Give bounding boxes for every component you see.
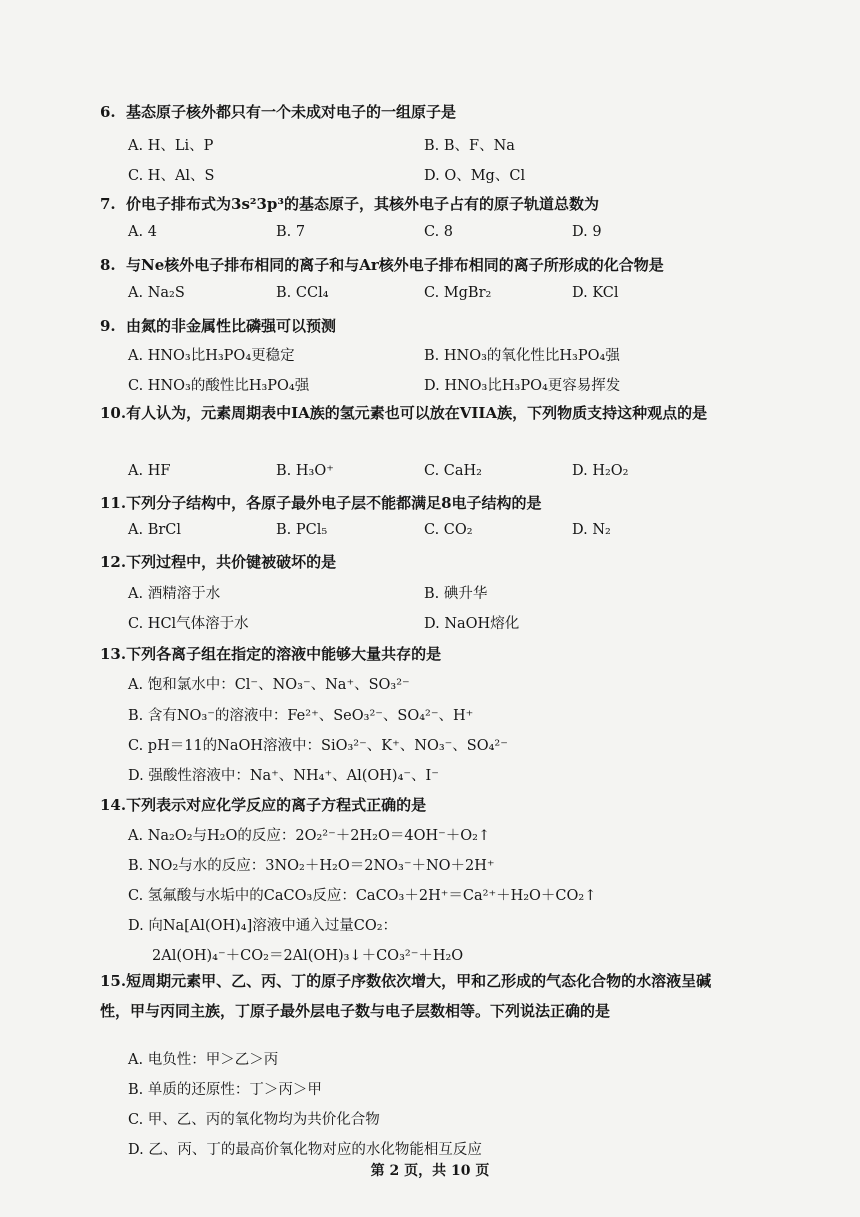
option-c: C. H、Al、S <box>128 168 215 184</box>
option-a: A. Na₂O₂与H₂O的反应：2O₂²⁻＋2H₂O＝4OH⁻＋O₂↑ <box>128 828 491 844</box>
question-8 <box>100 254 740 275</box>
option-a: A. Na₂S <box>128 285 185 301</box>
question-stem: 有人认为，元素周期表中IA族的氢元素也可以放在VIIA族，下列物质支持这种观点的是 <box>126 404 708 422</box>
option-b: B. 7 <box>276 224 306 240</box>
option-b: B. CCl₄ <box>276 285 329 301</box>
question-stem: 基态原子核外都只有一个未成对电子的一组原子是 <box>126 103 457 121</box>
option-b: B. NO₂与水的反应：3NO₂＋H₂O＝2NO₃⁻＋NO＋2H⁺ <box>128 858 495 874</box>
option-c: C. CaH₂ <box>424 463 482 479</box>
question-stem: 下列各离子组在指定的溶液中能够大量共存的是 <box>126 645 442 663</box>
option-b: B. HNO₃的氧化性比H₃PO₄强 <box>424 348 620 364</box>
question-number: 10. <box>100 404 127 422</box>
question-number: 14. <box>100 796 127 814</box>
question-11 <box>100 492 740 513</box>
option-d: D. 9 <box>572 224 602 240</box>
question-stem: 价电子排布式为3s²3p³的基态原子，其核外电子占有的原子轨道总数为 <box>126 195 599 213</box>
option-a: A. 饱和氯水中：Cl⁻、NO₃⁻、Na⁺、SO₃²⁻ <box>128 677 410 693</box>
question-6 <box>100 101 740 122</box>
option-d: D. KCl <box>572 285 619 301</box>
question-number: 13. <box>100 645 127 663</box>
option-c: C. 甲、乙、丙的氧化物均为共价化合物 <box>128 1112 380 1128</box>
option-a: A. 酒精溶于水 <box>128 586 221 602</box>
question-stem: 下列过程中，共价键被破坏的是 <box>126 553 337 571</box>
question-number: 7. <box>100 195 116 213</box>
option-c: C. MgBr₂ <box>424 285 492 301</box>
option-b: B. 碘升华 <box>424 586 488 602</box>
question-14 <box>100 794 740 815</box>
option-d-equation: 2Al(OH)₄⁻＋CO₂＝2Al(OH)₃↓＋CO₃²⁻＋H₂O <box>152 948 464 964</box>
question-number: 6. <box>100 103 116 121</box>
question-number: 15. <box>100 972 127 990</box>
question-number: 8. <box>100 256 116 274</box>
question-stem: 短周期元素甲、乙、丙、丁的原子序数依次增大，甲和乙形成的气态化合物的水溶液呈碱性，甲与丙同主族，丁原子最外层电子数与电子层数相等。下列说法正确的是 <box>100 972 712 1020</box>
option-d: D. N₂ <box>572 522 611 538</box>
question-7 <box>100 193 740 214</box>
option-a: A. 4 <box>128 224 157 240</box>
question-stem: 与Ne核外电子排布相同的离子和与Ar核外电子排布相同的离子所形成的化合物是 <box>126 256 664 274</box>
page-footer: 第 2 页，共 10 页 <box>370 1163 490 1179</box>
question-15 <box>100 966 740 1026</box>
option-d: D. 向Na[Al(OH)₄]溶液中通入过量CO₂： <box>128 918 398 934</box>
question-9 <box>100 315 740 336</box>
option-d: D. 乙、丙、丁的最高价氧化物对应的水化物能相互反应 <box>128 1142 482 1158</box>
question-number: 11. <box>100 494 127 512</box>
option-a: A. H、Li、P <box>128 138 214 154</box>
option-b: B. H₃O⁺ <box>276 463 334 479</box>
option-c: C. CO₂ <box>424 522 473 538</box>
option-a: A. HNO₃比H₃PO₄更稳定 <box>128 348 295 364</box>
option-d: D. NaOH熔化 <box>424 616 520 632</box>
option-c: C. HCl气体溶于水 <box>128 616 249 632</box>
option-d: D. 强酸性溶液中：Na⁺、NH₄⁺、Al(OH)₄⁻、I⁻ <box>128 768 439 784</box>
option-b: B. 含有NO₃⁻的溶液中：Fe²⁺、SeO₃²⁻、SO₄²⁻、H⁺ <box>128 708 474 724</box>
question-stem: 下列表示对应化学反应的离子方程式正确的是 <box>126 796 427 814</box>
question-10 <box>100 398 740 428</box>
question-12 <box>100 551 740 572</box>
option-c: C. 氢氟酸与水垢中的CaCO₃反应：CaCO₃＋2H⁺＝Ca²⁺＋H₂O＋CO₂↑ <box>128 888 597 904</box>
question-number: 12. <box>100 553 127 571</box>
option-a: A. 电负性：甲＞乙＞丙 <box>128 1052 279 1068</box>
option-d: D. O、Mg、Cl <box>424 168 526 184</box>
question-stem: 下列分子结构中，各原子最外电子层不能都满足8电子结构的是 <box>126 494 542 512</box>
option-a: A. BrCl <box>128 522 182 538</box>
option-d: D. H₂O₂ <box>572 463 629 479</box>
option-c: C. HNO₃的酸性比H₃PO₄强 <box>128 378 310 394</box>
option-c: C. 8 <box>424 224 454 240</box>
question-13 <box>100 643 740 664</box>
option-d: D. HNO₃比H₃PO₄更容易挥发 <box>424 378 621 394</box>
option-c: C. pH＝11的NaOH溶液中：SiO₃²⁻、K⁺、NO₃⁻、SO₄²⁻ <box>128 738 508 754</box>
question-number: 9. <box>100 317 116 335</box>
question-stem: 由氮的非金属性比磷强可以预测 <box>126 317 337 335</box>
option-a: A. HF <box>128 463 171 479</box>
option-b: B. 单质的还原性：丁＞丙＞甲 <box>128 1082 322 1098</box>
option-b: B. B、F、Na <box>424 138 515 154</box>
option-b: B. PCl₅ <box>276 522 328 538</box>
